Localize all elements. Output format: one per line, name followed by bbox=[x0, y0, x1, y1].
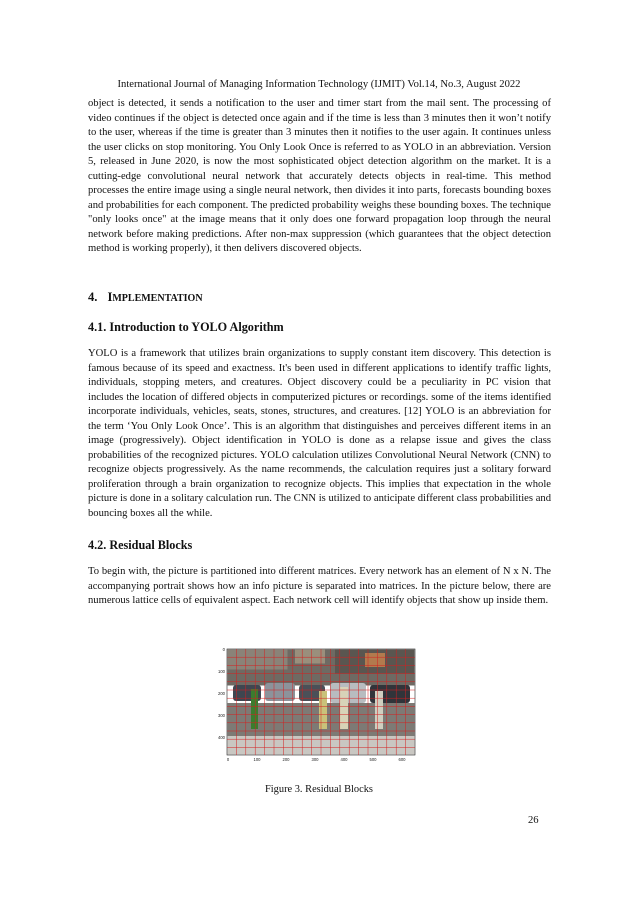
x-tick: 400 bbox=[340, 757, 348, 762]
section-4-title-rest: MPLEMENTATION bbox=[112, 293, 203, 304]
x-axis-ticks bbox=[227, 757, 406, 762]
x-tick: 500 bbox=[369, 757, 377, 762]
y-tick: 300 bbox=[218, 713, 225, 718]
y-tick: 100 bbox=[218, 669, 225, 674]
x-tick: 300 bbox=[311, 757, 319, 762]
x-tick: 600 bbox=[398, 757, 406, 762]
y-tick: 200 bbox=[218, 691, 225, 696]
section-4-2-heading: 4.2. Residual Blocks bbox=[88, 538, 193, 552]
x-tick: 0 bbox=[226, 757, 230, 762]
residual-paragraph: To begin with, the picture is partitioned into different matrices. Every network has an element of N x N. The accompanying portrait shows how an info picture is separated into matrices. In the picture below, there are numerous lattice cells of equivalent aspect. Each network cell will identify objects that show up inside them. bbox=[88, 566, 551, 606]
page-number: 26 bbox=[528, 815, 539, 826]
section-4-heading bbox=[88, 290, 203, 305]
intro-paragraph: object is detected, it sends a notification to the user and timer start from the mail sent. The processing of video continues if the object is detected once again and if the time is less than 3 minutes then it won’t notify to the user, whereas if the time is greater than 3 minutes then it notifies to the user again. It continues unless the user clicks on stop monitoring. You Only Look Once is referred to as YOLO in an abbreviation. Version 5, released in June 2020, is now the most sophisticated object detection algorithm on the market. It is a cutting-edge convolutional neural network that accurately detects objects in real-time. This method processes the entire image using a single neural network, then divides it into parts, forecasts bounding boxes and probabilities for each component. The predicted probability weighs these bounding boxes. The technique "only looks once" at the image means that it only does one forward propagation loop through the neural network before making predictions. After non-max suppression (which guarantees that the object detection method is working properly), it then delivers discovered objects. bbox=[88, 98, 551, 254]
section-4-title-initial: I bbox=[107, 290, 113, 304]
x-tick: 200 bbox=[282, 757, 290, 762]
y-tick: 400 bbox=[218, 735, 225, 740]
journal-header: International Journal of Managing Information Technology (IJMIT) Vol.14, No.3, August 2022 bbox=[117, 79, 521, 90]
section-4-1-heading: 4.1. Introduction to YOLO Algorithm bbox=[88, 320, 284, 334]
residual-blocks-figure bbox=[215, 645, 420, 765]
y-axis-ticks bbox=[218, 647, 226, 740]
residual-grid-lines bbox=[227, 649, 415, 755]
figure-plot bbox=[215, 645, 420, 765]
section-4-number: 4. bbox=[88, 290, 98, 304]
x-tick: 100 bbox=[253, 757, 261, 762]
y-tick: 0 bbox=[222, 647, 225, 652]
yolo-paragraph: YOLO is a framework that utilizes brain organizations to supply constant item discovery. This detection is famous because of its speed and exactness. It's been used in different applications to identify traffic lights, individuals, stopping meters, and creatures. Object discovery could be a peculiarity in PC vision that includes the location of differed objects in computerized pictures or recordings. some of the items identified incorporate individuals, vehicles, seats, stones, structures, and creatures. [12] YOLO is an abbreviation for the term ‘You Only Look Once’. This is an algorithm that distinguishes and perceives different items in an image (progressively). Object identification in YOLO is done as a relapse issue and gives the class probabilities of the recognized pictures. YOLO calculation utilizes Convolutional Neural Network (CNN) to recognize objects progressively. As the name recommends, the calculation requires just a solitary forward proliferation through a brain organization to recognize objects. This implies that expectation in the whole picture is done in a solitary calculation run. The CNN is utilized to anticipate different class probabilities and bouncing boxes all the while. bbox=[88, 348, 551, 519]
figure-caption: Figure 3. Residual Blocks bbox=[265, 784, 373, 795]
